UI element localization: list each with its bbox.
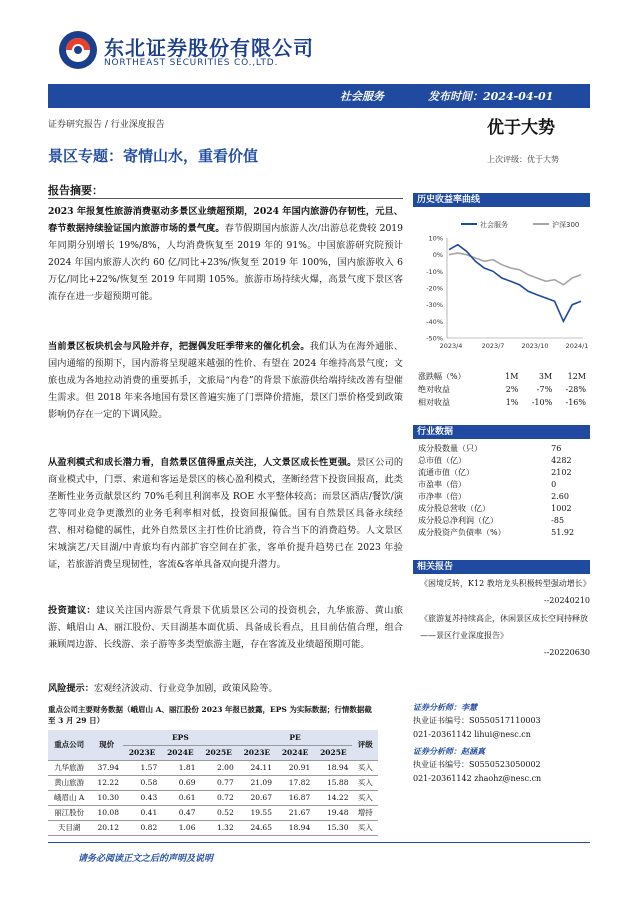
table-row [48,760,378,775]
y-tick-label: -10% [426,267,443,276]
footer-divider [48,842,590,843]
breadcrumb: 证券研究报告 / 行业深度报告 [48,120,165,130]
summary-paragraph-1 [48,203,403,305]
industry-cell: 成分股数量（只） [418,443,482,453]
table-cell: 黄山旅游 [48,775,90,790]
paragraph-body: 春节假期国内旅游人次/出游总花费较 2019 年同期分别增长 19%/8%，人均消费恢复至 2019 年的 91%。中国旅游研究院预计 2024 年国内旅游人次约 60 亿/同比+23%/恢复至 2019 年 100%，国内旅游收入 6 万亿/同比+22%/恢复至 2019 年同期 105%。旅游市场持续火爆，高景气度下景区客流存在进一步超预期可能。 [48,223,403,302]
industry-cell: 2.60 [551,491,569,501]
industry-row [418,526,586,538]
summary-paragraph-3 [48,454,403,573]
table-cell: 天目湖 [48,820,90,835]
table-cell: 增持 [352,805,378,820]
industry-data-table [418,442,586,538]
industry-cell: 0 [551,479,557,489]
x-tick-label: 2023/4 [439,342,463,350]
table-cell: 20.67 [238,790,276,805]
related-report-text: 《困境反转，K12 教培龙头积极转型强动增长》 [420,579,591,588]
table-cell: 18.94 [314,760,352,775]
related-reports-title: 相关报告 [413,560,590,574]
year-header: 2023E [238,745,276,760]
table-cell: 10.30 [90,790,123,805]
rating: 优于大势 [487,118,555,138]
industry-cell: 总市值（亿） [418,455,466,465]
related-report-date: --20240210 [543,596,590,605]
analyst-name: 证券分析师：李慧 [413,702,477,712]
x-tick-label: 2023/10 [521,342,549,350]
industry-cell: 流通市值（亿） [418,467,474,477]
table-row [48,820,378,835]
company-financial-table [48,730,378,836]
paragraph-body: 建议关注国内游景气背景下优质景区公司的投资机会，九华旅游、黄山旅游、峨眉山 A、丽江股份、天目湖基本面优质、具备成长看点，且目前估值合理，组合兼顾周边游、长线游、亲子游等多类型旅游主题，存在客流及业绩超预期可能。 [48,605,404,650]
paragraph-lead: 当前景区板块机会与风险并存，把握偶发旺季带来的催化机会。 [48,341,310,352]
performance-table [418,370,586,409]
related-report-date: --20220630 [543,648,590,657]
analyst-contact: 021-20361142 lihui@nesc.cn [413,730,531,739]
col-header-company: 重点公司 [48,730,90,760]
related-report-1 [420,575,590,609]
year-header: 2024E [161,745,199,760]
industry-row [418,478,586,490]
previous-rating: 上次评级：优于大势 [487,155,559,164]
table-cell: 丽江股份 [48,805,90,820]
table-cell: 买入 [352,820,378,835]
perf-cell: -16% [565,398,586,407]
paragraph-lead: 风险提示： [48,683,94,694]
table-cell: 19.55 [238,805,276,820]
table-cell: 19.48 [314,805,352,820]
perf-cell: 绝对收益 [418,385,450,394]
chart-title: 历史收益率曲线 [413,193,590,207]
company-table-body [48,760,378,835]
risk-warning [48,680,403,697]
related-report-2 [420,610,590,661]
table-cell: 14.22 [314,790,352,805]
paragraph-body: 宏观经济波动、行业竞争加剧，政策风险等。 [93,683,278,694]
table-cell: 0.72 [199,790,237,805]
analyst-cert: 执业证书编号：S0550523050002 [413,760,541,769]
industry-cell: 成分股资产负债率（%） [418,527,506,537]
industry-cell: 51.92 [551,527,575,537]
table-cell: 1.06 [161,820,199,835]
table-cell: 12.22 [90,775,123,790]
industry-row [418,490,586,502]
table-cell: 15.30 [314,820,352,835]
table-cell: 16.87 [276,790,314,805]
table-cell: 37.94 [90,760,123,775]
perf-header: 1M [505,372,519,381]
x-tick-label: 2024/1 [565,342,589,350]
table-cell: 0.61 [161,790,199,805]
industry-cell: 76 [551,443,562,453]
x-tick-label: 2023/7 [481,342,505,350]
industry-cell: 成分股总净利润（亿） [418,515,498,525]
table-cell: 买入 [352,790,378,805]
company-table-caption: 重点公司主要财务数据（峨眉山 A、丽江股份 2023 年报已披露，EPS 为实际数据；行情数据截至 3 月 29 日） [48,705,372,725]
industry-data-title: 行业数据 [413,425,590,439]
industry-cell: 4282 [551,455,572,465]
company-logo-icon [58,30,98,70]
footer-disclaimer: 请务必阅读正文之后的声明及说明 [78,854,214,864]
year-header: 2025E [199,745,237,760]
col-header-eps: EPS [123,730,238,745]
table-cell: 1.32 [199,820,237,835]
table-cell: 1.81 [161,760,199,775]
y-tick-label: -50% [426,334,443,343]
paragraph-lead: 投资建议： [48,605,97,616]
table-cell: 21.09 [238,775,276,790]
year-header: 2023E [123,745,161,760]
perf-header: 涨跌幅（%） [418,372,466,381]
year-header: 2025E [314,745,352,760]
divider [48,198,403,199]
table-cell: 10.08 [90,805,123,820]
series-line [449,253,581,285]
table-row [48,775,378,790]
perf-header: 12M [567,372,586,381]
legend-label: 沪深300 [552,221,580,229]
perf-cell: 相对收益 [418,398,450,407]
table-cell: 0.52 [199,805,237,820]
y-tick-label: -30% [426,301,443,310]
industry-row [418,502,586,514]
table-cell: 0.58 [123,775,161,790]
industry-cell: 成分股总营收（亿） [418,503,490,513]
industry-row [418,466,586,478]
related-report-text: 《旅游复苏持续高企，休闲景区成长空间持释放——景区行业深度报告》 [420,614,588,640]
perf-cell: 2% [505,385,519,394]
industry-row [418,514,586,526]
col-header-rating: 评级 [352,730,378,760]
table-cell: 17.82 [276,775,314,790]
perf-header: 3M [538,372,553,381]
table-cell: 买入 [352,775,378,790]
summary-heading: 报告摘要： [48,184,103,197]
industry-cell: 市净率（倍） [418,491,466,501]
table-cell: 24.11 [238,760,276,775]
year-header: 2024E [276,745,314,760]
analyst-name: 证券分析师：赵涵真 [413,746,485,756]
table-cell: 20.12 [90,820,123,835]
col-header-price: 现价 [90,730,123,760]
table-cell: 20.91 [276,760,314,775]
table-cell: 0.47 [161,805,199,820]
table-cell: 0.82 [123,820,161,835]
industry-cell: 1002 [551,503,572,513]
table-cell: 0.41 [123,805,161,820]
perf-cell: -28% [565,385,586,394]
table-cell: 买入 [352,760,378,775]
table-row [48,790,378,805]
perf-cell: 1% [505,398,519,407]
paragraph-body: 景区公司的商业模式中，门票、索道和客运是景区的核心盈利模式，垄断经营下投资回报高，此类垄断性业务贡献景区约 70%毛利且利润率及 ROE 水平整体较高；而景区酒店/餐饮/演艺等同业竞争更激烈的业务毛利率相对低，投资回报偏低。国有自然景区具备永续经营、相对稳健的属性，此外自然景区主打性价比消费，符合当下的消费趋势。人文景区宋城演艺/天目湖/中青旅均有内部扩容空间在扩张，客单价提升趋势已在 2023 年验证，若旅游消费呈现韧性，客流&客单具备双向提升潜力。 [48,457,404,570]
table-cell: 1.57 [123,760,161,775]
table-cell: 0.69 [161,775,199,790]
y-tick-label: 0% [432,251,443,260]
sector-label: 社会服务 [340,90,384,103]
y-tick-label: -20% [426,284,443,293]
investment-advice [48,602,403,653]
table-cell: 峨眉山 A [48,790,90,805]
table-cell: 18.94 [276,820,314,835]
history-return-chart [413,210,590,360]
legend-label: 社会服务 [480,221,508,229]
table-row [48,805,378,820]
industry-row [418,454,586,466]
analyst-contact: 021-20361142 zhaohz@nesc.cn [413,774,542,783]
publish-date: 发布时间：2024-04-01 [428,90,554,103]
analyst-1 [413,700,590,742]
industry-cell: -85 [551,515,565,525]
industry-cell: 市盈率（倍） [418,479,466,489]
analyst-2 [413,744,590,786]
perf-cell: -7% [536,385,553,394]
company-name-cn: 东北证券股份有限公司 [104,36,314,60]
table-cell: 2.00 [199,760,237,775]
table-cell: 24.65 [238,820,276,835]
perf-cell: -10% [531,398,553,407]
report-title: 景区专题：寄情山水，重看价值 [48,147,259,165]
table-cell: 九华旅游 [48,760,90,775]
industry-cell: 2102 [551,467,572,477]
company-name-en: NORTHEAST SECURITIES CO.,LTD. [104,58,279,68]
paragraph-body: 我们认为在海外通胀、国内通缩的预期下，国内游将呈现越来越强的性价、有望在 2024 年维持高景气度；文旅也成为各地拉动消费的重要抓手，文旅局“内卷”的背景下旅游供给端持续改善有望催生需求。但 2018 年来各地国有景区普遍实施了门票降价措施，景区门票价格受到政策影响仍存在一定的下调风险。 [48,341,404,420]
paragraph-lead: 2023 年报复性旅游消费驱动多景区业绩超预期，2024 年国内旅游仍存韧性，元旦、春节数据持续验证国内旅游市场的景气度。 [48,206,403,234]
table-cell: 21.67 [276,805,314,820]
paragraph-lead: 从盈利模式和成长潜力看，自然景区值得重点关注，人文景区成长性更强。 [48,457,357,468]
table-cell: 0.77 [199,775,237,790]
industry-row [418,442,586,454]
y-tick-label: -40% [426,317,443,326]
analyst-cert: 执业证书编号：S0550517110003 [413,716,541,725]
summary-paragraph-2 [48,338,403,423]
table-cell: 0.43 [123,790,161,805]
table-cell: 15.88 [314,775,352,790]
y-tick-label: 10% [428,234,443,243]
col-header-pe: PE [238,730,353,745]
